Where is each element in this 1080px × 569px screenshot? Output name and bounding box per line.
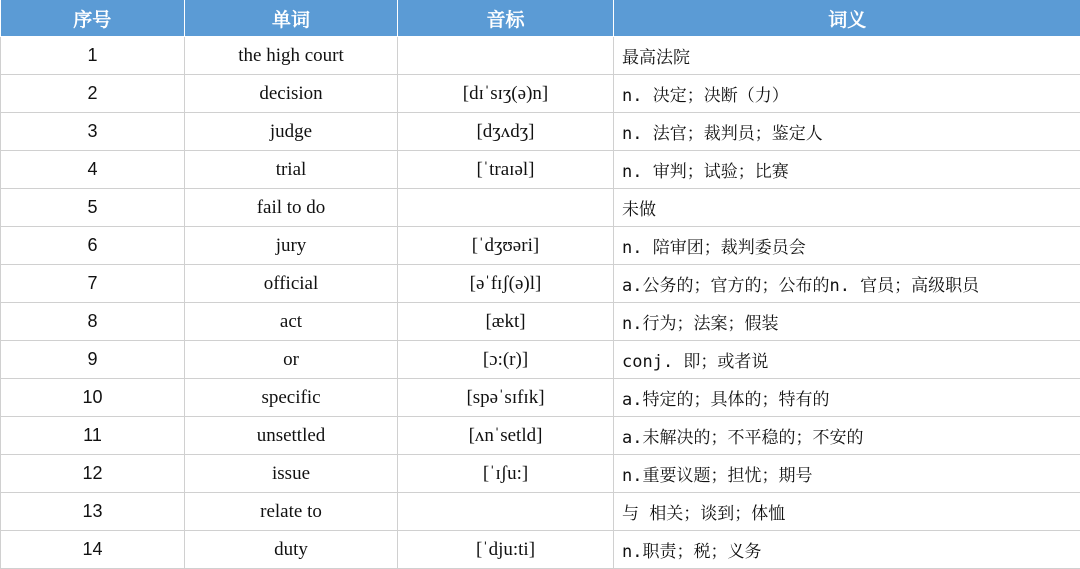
table-row [1,151,1080,189]
phonetic-cell: [dɪˈsɪʒ(ə)n] [398,75,614,113]
phonetic-cell: [dʒʌdʒ] [398,113,614,151]
meaning-cell: 与 相关；谈到；体恤 [614,493,1080,531]
phonetic-cell [398,37,614,75]
row-number: 1 [1,37,185,75]
word-cell: trial [185,151,398,189]
row-number: 8 [1,303,185,341]
word-cell: jury [185,227,398,265]
meaning-cell: a.特定的；具体的；特有的 [614,379,1080,417]
table-row [1,455,1080,493]
phonetic-cell: [ˈtraɪəl] [398,151,614,189]
word-cell: or [185,341,398,379]
phonetic-cell: [ˈɪʃu:] [398,455,614,493]
table-row [1,417,1080,455]
word-cell: unsettled [185,417,398,455]
phonetic-cell: [ʌnˈsetld] [398,417,614,455]
word-cell: specific [185,379,398,417]
meaning-cell: n. 审判；试验；比赛 [614,151,1080,189]
row-number: 2 [1,75,185,113]
meaning-cell: n. 陪审团；裁判委员会 [614,227,1080,265]
header-word: 单词 [185,0,398,37]
phonetic-cell: [spəˈsɪfɪk] [398,379,614,417]
meaning-cell: a.未解决的；不平稳的；不安的 [614,417,1080,455]
phonetic-cell: [ɔ:(r)] [398,341,614,379]
word-cell: decision [185,75,398,113]
row-number: 10 [1,379,185,417]
table-row [1,113,1080,151]
table-header [1,0,1080,37]
table-row [1,379,1080,417]
meaning-cell: n.职责；税；义务 [614,531,1080,569]
meaning-cell: a.公务的；官方的；公布的n. 官员；高级职员 [614,265,1080,303]
row-number: 13 [1,493,185,531]
meaning-cell: n. 决定；决断（力） [614,75,1080,113]
table-row [1,227,1080,265]
table-row [1,303,1080,341]
table-row [1,493,1080,531]
meaning-cell: n.行为；法案；假装 [614,303,1080,341]
row-number: 3 [1,113,185,151]
row-number: 7 [1,265,185,303]
meaning-cell: 最高法院 [614,37,1080,75]
meaning-cell: conj. 即；或者说 [614,341,1080,379]
word-cell: issue [185,455,398,493]
header-row [1,0,1080,37]
header-phonetic: 音标 [398,0,614,37]
row-number: 11 [1,417,185,455]
word-cell: judge [185,113,398,151]
meaning-cell: 未做 [614,189,1080,227]
table-row [1,189,1080,227]
table-row [1,37,1080,75]
row-number: 9 [1,341,185,379]
table-row [1,265,1080,303]
phonetic-cell: [ækt] [398,303,614,341]
meaning-cell: n.重要议题；担忧；期号 [614,455,1080,493]
header-meaning: 词义 [614,0,1080,37]
table-row [1,531,1080,569]
table-body [1,37,1080,569]
phonetic-cell: [ˈdʒʊəri] [398,227,614,265]
row-number: 4 [1,151,185,189]
word-cell: duty [185,531,398,569]
table-row [1,75,1080,113]
word-cell: relate to [185,493,398,531]
header-number: 序号 [1,0,185,37]
phonetic-cell [398,493,614,531]
word-cell: act [185,303,398,341]
phonetic-cell [398,189,614,227]
meaning-cell: n. 法官；裁判员；鉴定人 [614,113,1080,151]
row-number: 6 [1,227,185,265]
row-number: 14 [1,531,185,569]
phonetic-cell: [ˈdju:ti] [398,531,614,569]
table-row [1,341,1080,379]
word-cell: fail to do [185,189,398,227]
word-cell: official [185,265,398,303]
row-number: 12 [1,455,185,493]
phonetic-cell: [əˈfɪʃ(ə)l] [398,265,614,303]
word-cell: the high court [185,37,398,75]
row-number: 5 [1,189,185,227]
